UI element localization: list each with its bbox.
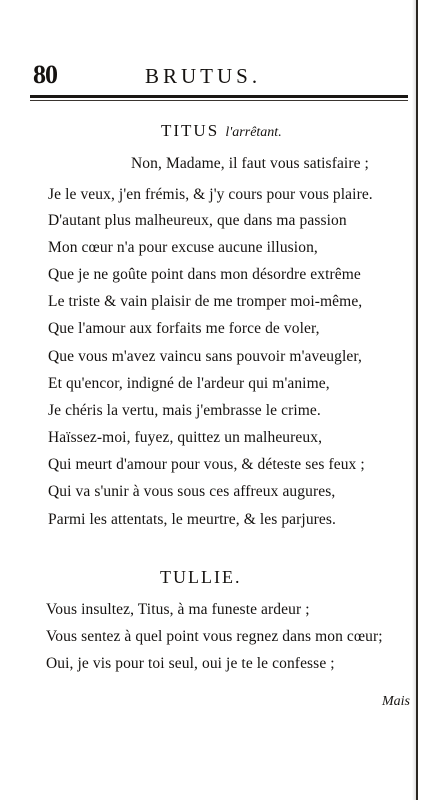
page-edge [416,0,418,800]
verse-line: Que je ne goûte point dans mon désordre extrême [48,266,361,283]
header-rule [30,95,408,98]
speaker-name: TITUS [161,121,220,140]
verse-line: Qui meurt d'amour pour vous, & déteste ses feux ; [48,456,365,473]
verse-line: Parmi les attentats, le meurtre, & les parjures. [48,511,337,528]
verse-line: Qui va s'unir à vous sous ces affreux augures, [48,483,336,500]
verse-line: Vous insultez, Titus, à ma funeste ardeur ; [46,601,310,618]
catchword: Mais [382,694,410,709]
speaker-heading-tullie: TULLIE. [160,567,242,587]
verse-line: Je le veux, j'en frémis, & j'y cours pour vous plaire. [48,186,373,203]
stage-direction: l'arrêtant. [225,125,282,140]
verse-line: D'autant plus malheureux, que dans ma passion [48,212,347,229]
verse-line: Le triste & vain plaisir de me tromper moi-même, [48,293,363,310]
running-title: BRUTUS. [145,64,262,88]
verse-line: Que l'amour aux forfaits me force de voler, [48,320,320,337]
verse-line: Non, Madame, il faut vous satisfaire ; [131,155,369,172]
verse-line: Oui, je vis pour toi seul, oui je te le confesse ; [46,655,335,672]
verse-line: Haïssez-moi, fuyez, quittez un malheureux, [48,429,323,446]
page-number: 80 [33,60,57,89]
verse-line: Et qu'encor, indigné de l'ardeur qui m'anime, [48,375,330,392]
verse-line: Que vous m'avez vaincu sans pouvoir m'aveugler, [48,348,362,365]
header-rule-thin [30,100,408,101]
verse-line: Mon cœur n'a pour excuse aucune illusion, [48,239,318,256]
speaker-heading-titus [161,120,282,144]
verse-line: Vous sentez à quel point vous regnez dans mon cœur; [46,628,383,645]
verse-line: Je chéris la vertu, mais j'embrasse le crime. [48,402,321,419]
